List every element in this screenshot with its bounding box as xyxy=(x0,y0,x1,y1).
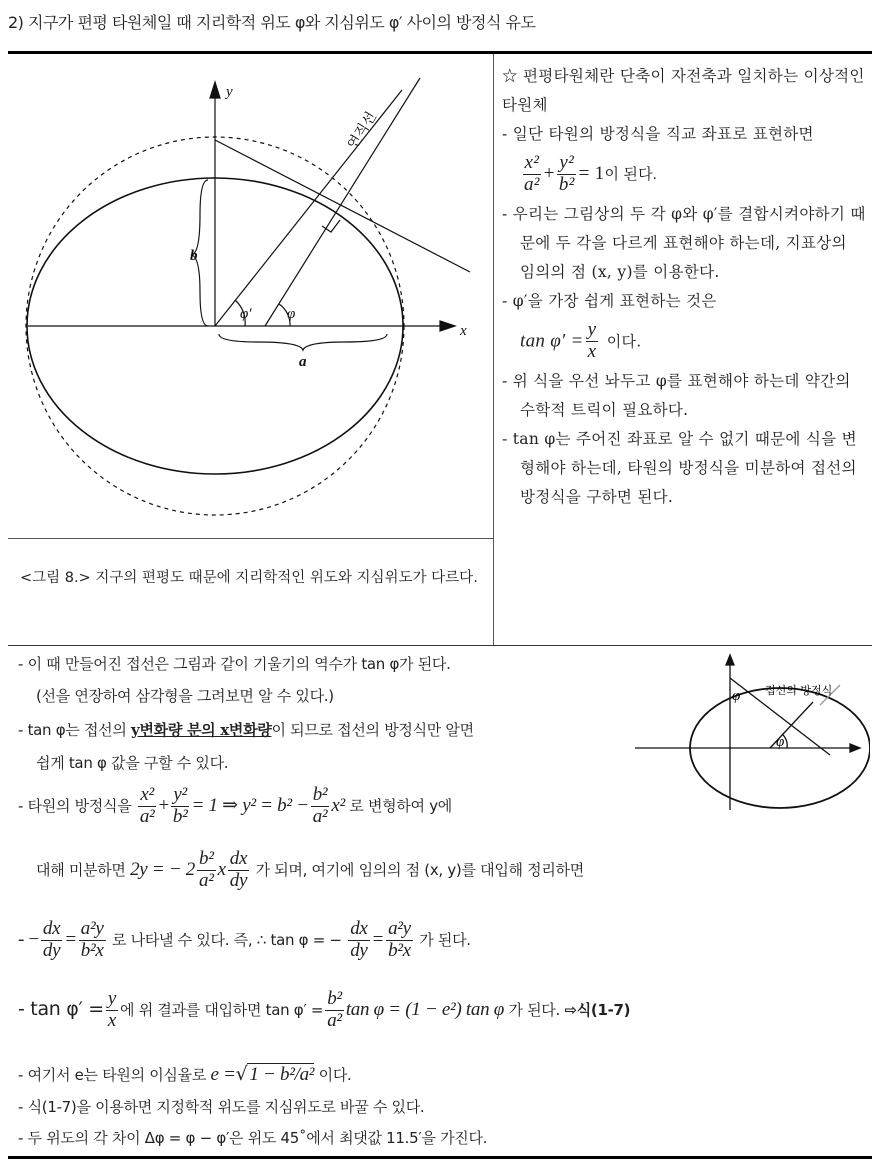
derivation-line: - 식(1-7)을 이용하면 지정학적 위도를 지심위도로 바꿀 수 있다. xyxy=(18,1098,425,1116)
x-axis-label: x xyxy=(460,323,467,339)
figure-caption: <그림 8.> 지구의 편평도 때문에 지리학적인 위도와 지심위도가 다르다. xyxy=(20,570,478,586)
bottom-rule xyxy=(8,1156,872,1159)
y-axis-arrow-icon xyxy=(210,82,220,98)
y-axis-label: y xyxy=(226,84,233,100)
phi-label: φ xyxy=(776,734,785,750)
derivation-line: - tan φ′ = $\frac{y}{x}$ 에 위 결과를 대입하면 tan φ′ = $\frac{\text{b²}}{\text{a²}}$ tan φ = (1 − e²) tan φ 가 된다. ⇨식(1-7) xyxy=(18,988,631,1031)
derivation-line: - − $\frac{dx}{dy}$ = $\frac{\text{a²y}}{\text{b²x}}$ 로 나타낼 수 있다. 즉, ∴ tan φ = − $\frac{dx}{dy}$ = $\frac{\text{a²y}}{\text{b²x}}$ 가 된다. xyxy=(18,918,471,961)
x-axis-arrow-icon xyxy=(440,321,455,331)
a-brace xyxy=(219,334,387,350)
derivation-line: 쉽게 tan φ 값을 구할 수 있다. xyxy=(36,754,229,772)
vertical-line-label: 연직선 xyxy=(344,109,380,153)
b-label: b xyxy=(190,248,198,264)
tangent-equation-label: 접선의 방정식 xyxy=(765,684,833,697)
step-text: - tan φ는 주어진 좌표로 알 수 없기 때문에 식을 변형해야 하는데, 타원의 방정식을 미분하여 접선의 방정식을 구하면 된다. xyxy=(502,429,857,506)
explanation-column xyxy=(502,62,866,512)
tan-phi-prime-equation: tan φ′ = $\frac{y}{x}$ 이다. xyxy=(520,318,642,362)
step-text: - 일단 타원의 방정식을 직교 좌표로 표현하면 xyxy=(502,125,814,143)
definition-text: ☆ 편평타원체란 단축이 자전축과 일치하는 이상적인 타원체 xyxy=(502,67,865,114)
derivation-line: - 이 때 만들어진 접선은 그림과 같이 기울기의 역수가 tan φ가 된다. xyxy=(18,655,451,673)
phi-label: φ xyxy=(732,688,741,704)
ellipse-latitude-figure xyxy=(0,54,493,538)
derivation-line: - 두 위도의 각 차이 Δφ = φ − φ′은 위도 45˚에서 최댓값 11.5′을 가진다. xyxy=(18,1129,488,1147)
phi-prime-label: φ′ xyxy=(240,306,252,322)
phi-label: φ xyxy=(287,306,296,322)
equation-reference: ⇨식(1-7) xyxy=(564,1000,631,1019)
section-title: 2) 지구가 편평 타원체일 때 지리학적 위도 φ와 지심위도 φ′ 사이의 방정식 유도 xyxy=(8,13,536,32)
tangent-figure xyxy=(630,650,870,820)
tangent-line xyxy=(215,140,470,272)
derivation-line: 대해 미분하면 2y = − 2 $\frac{\text{b²}}{\text{a²}}$ x $\frac{dx}{dy}$ 가 되며, 여기에 임의의 점 (x, y)를 대입해 정리하면 xyxy=(36,848,584,891)
section-divider xyxy=(8,645,872,646)
derivation-line: (선을 연장하여 삼각형을 그려보면 알 수 있다.) xyxy=(36,687,334,705)
step-text: - 우리는 그림상의 두 각 φ와 φ′를 결합시켜야하기 때문에 두 각을 다르게 표현해야 하는데, 지표상의 임의의 점 (x, y)를 이용한다. xyxy=(502,204,866,281)
a-label: a xyxy=(299,354,307,370)
column-divider xyxy=(493,54,494,646)
ellipse-equation: $\frac{\text{x²}}{\text{a²}}$ + $\frac{\text{y²}}{\text{b²}}$ = 1이 된다. xyxy=(524,152,657,195)
step-text: - 위 식을 우선 놔두고 φ를 표현해야 하는데 약간의 수학적 트릭이 필요하다. xyxy=(502,371,851,419)
caption-divider xyxy=(8,538,493,539)
step-text: - φ′을 가장 쉽게 표현하는 것은 xyxy=(502,291,717,310)
derivation-line: - tan φ는 접선의 y변화량 분의 x변화량이 되므로 접선의 방정식만 알면 xyxy=(18,721,474,739)
derivation-line: - 여기서 e는 타원의 이심율로 e =√ 1 − b²/a² 이다. xyxy=(18,1063,352,1085)
derivation-line: - 타원의 방정식을 $\frac{\text{x²}}{\text{a²}}$ + $\frac{\text{y²}}{\text{b²}}$ = 1 ⇒ y² = b² − $\frac{\text{b²}}{\text{a²}}$ x² 로 변형하여 y에 xyxy=(18,784,452,827)
